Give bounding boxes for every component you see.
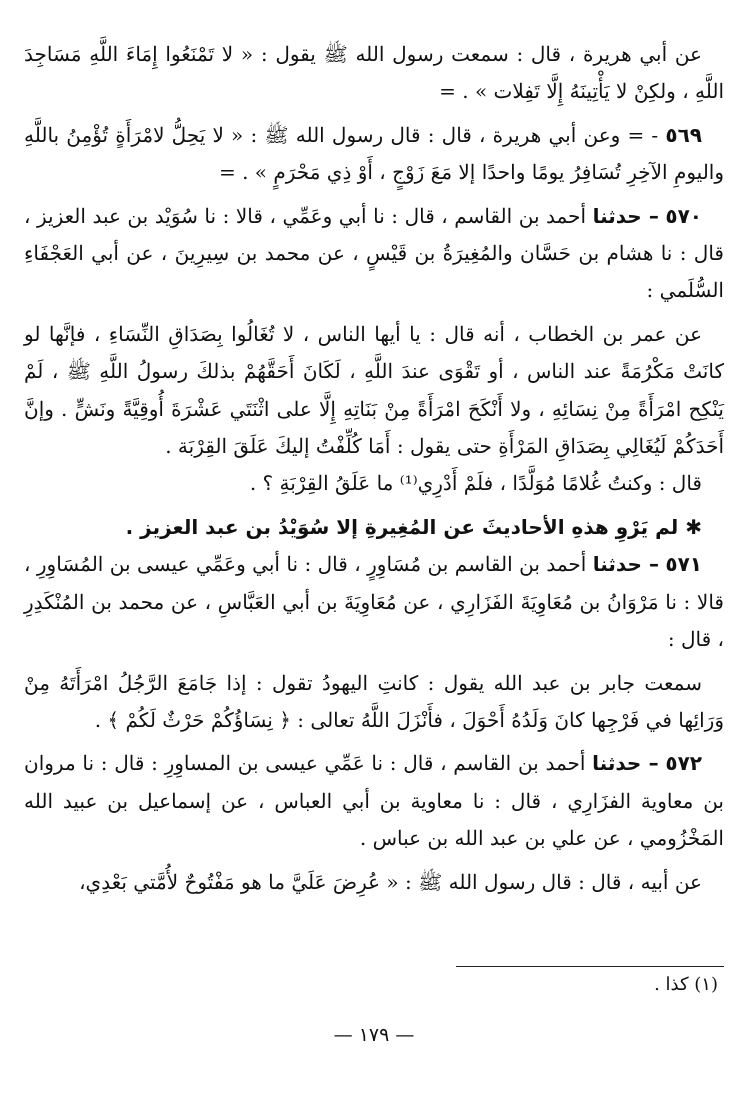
note-bold <box>24 509 724 546</box>
keyword-text: حدثنا <box>592 552 642 577</box>
paragraph-text: سمعت جابر بن عبد الله يقول : كانتِ اليهودُ تقول : إذا جَامَعَ الرَّجُلُ امْرَأَتَهُ مِنْ وَرَائِها في فَرْجِها كانَ وَلَدُهُ أَحْوَلَ ، فأَنْزَلَ اللَّهُ تعالى : ﴿ نِسَاؤُكُمْ حَرْثٌ لَكُمْ ﴾ . <box>24 670 724 732</box>
paragraph-qala <box>24 465 724 502</box>
hadith-number: ٥٦٩ <box>665 122 702 147</box>
footnote: (١) كذا . <box>654 974 718 995</box>
hadith-570 <box>24 198 724 310</box>
page-number: — ١٧٩ — <box>333 1024 415 1046</box>
paragraph-omar <box>24 316 724 466</box>
hadith-number: ٥٧١ <box>665 552 703 577</box>
hadith-keyword: – حدثنا <box>592 552 659 577</box>
hadith-keyword: – حدثنا <box>592 203 659 228</box>
footnote-divider <box>456 966 724 967</box>
hadith-572 <box>24 745 724 857</box>
paragraph-text: قال : وكنتُ غُلامًا مُوَلَّدًا ، فلَمْ أَدْرِي⁽¹⁾ ما عَلَقُ القِرْبَةِ ؟ . <box>249 471 702 496</box>
hadith-number: ٥٧٠ <box>665 203 703 228</box>
paragraph-text: أحمد بن القاسم بن مُسَاوِرٍ ، قال : نا أبي وعَمِّي عيسى بن المُسَاوِرِ ، قالا : نا مَرْوَانُ بن مُعَاوِيَةَ الفَزَارِي ، عن مُعَاوِيَةَ بن أبي العَبَّاسِ ، عن محمد بن المُنْكَدِرِ ، قال : <box>24 552 724 652</box>
hadith-571 <box>24 546 724 658</box>
hadith-keyword: – حدثنا <box>592 751 659 776</box>
paragraph-1 <box>24 36 724 111</box>
paragraph-text: عن أبي هريرة ، قال : سمعت رسول الله ﷺ يقول : « لا تَمْنَعُوا إِمَاءَ اللَّهِ مَسَاجِدَ اللَّهِ ، ولكِنْ لا يَأْتِينَهُ إِلَّا تَفِلات » . = <box>24 42 724 104</box>
hadith-number: ٥٧٢ <box>665 751 703 776</box>
paragraph-text: عن أبيه ، قال : قال رسول الله ﷺ : « عُرِضَ عَلَيَّ ما هو مَفْتُوحٌ لأُمَّتي بَعْدِي، <box>79 869 702 894</box>
paragraph-text: أحمد بن القاسم ، قال : نا أبي وعَمِّي ، قالا : نا سُوَيْد بن عبد العزيز ، قال : نا هشام بن حَسَّان والمُغِيرَةُ بن قَيْسٍ ، عن محمد بن سِيرِينَ ، عن أبي العَجْفَاءِ السُّلَمي : <box>24 203 724 303</box>
paragraph-last <box>24 864 724 901</box>
paragraph-text: عن عمر بن الخطاب ، أنه قال : يا أيها الناس ، لا تُغَالُوا بِصَدَاقِ النِّسَاءِ ، فإنَّها لو كانَتْ مَكْرُمَةً عند الناس ، أو تَقْوَى عندَ اللَّهِ ، لَكَانَ أَحَقَّهُمْ بذلكَ رسولُ اللَّهِ ﷺ ، لَمْ يَنْكِح امْرَأَةً مِنْ نِسَائِهِ ، ولا أَنْكَحَ امْرَأَةً مِنْ بَنَاتِهِ إِلَّا على اثْنَتَي عَشْرَةَ أُوقِيَّةً ونَشٍّ . وإنَّ أَحَدَكُمْ لَيُغَالِي بِصَدَاقِ المَرْأَةِ حتى يقول : أَمَا كُلِّفْتُ إليكَ عَلَقَ القِرْبَة . <box>24 321 724 459</box>
page-body <box>24 36 724 901</box>
keyword-text: حدثنا <box>592 751 642 776</box>
hadith-569 <box>24 117 724 192</box>
paragraph-jabir <box>24 665 724 740</box>
paragraph-text: ✱ لم يَرْوِ هذهِ الأحاديثَ عن المُغِيرةِ إلا سُوَيْدُ بن عبد العزيز . <box>125 514 702 539</box>
keyword-text: حدثنا <box>592 203 642 228</box>
paragraph-text: أحمد بن القاسم ، قال : نا عَمِّي عيسى بن المساوِرِ : قال : نا مروان بن معاوية الفزَارِي ، قال : نا معاوية بن أبي العباس ، عن إسماعيل بن عبيد الله المَخْزُومي ، عن علي بن عبد الله بن عباس . <box>24 751 724 851</box>
paragraph-text: - = وعن أبي هريرة ، قال : قال رسول الله ﷺ : « لا يَحِلُّ لامْرَأَةٍ تُؤْمِنُ باللَّهِ واليومِ الآخِرِ تُسَافِرُ يومًا واحدًا إلا مَعَ زَوْجٍ ، أَوْ ذِي مَحْرَمٍ » . = <box>24 122 724 185</box>
